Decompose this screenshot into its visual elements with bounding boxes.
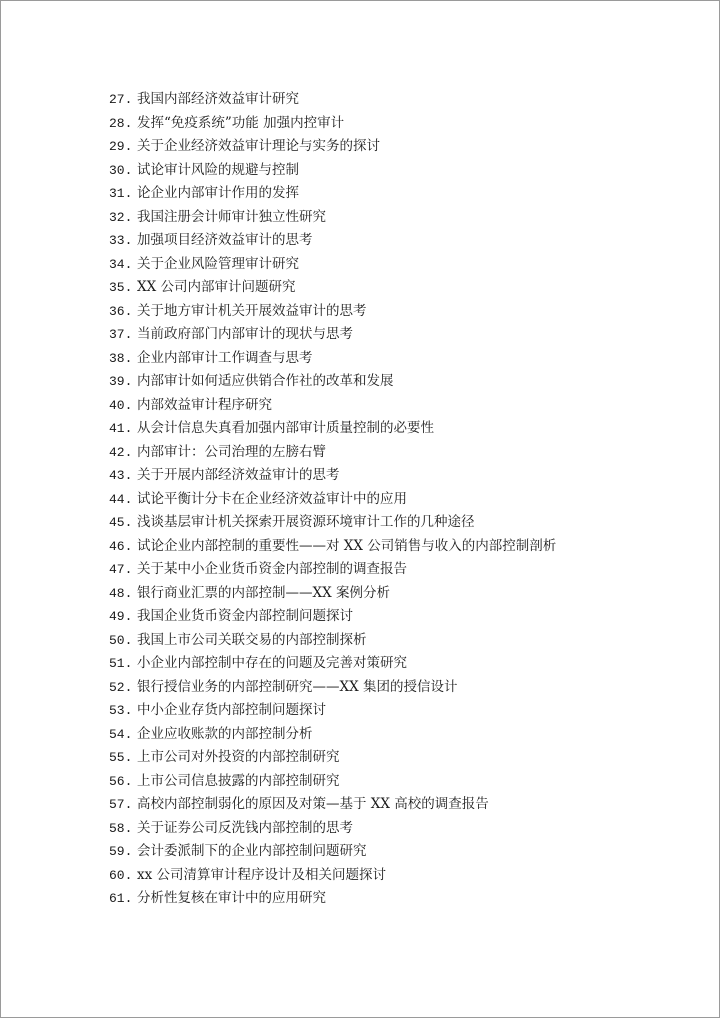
item-title: 浅谈基层审计机关探索开展资源环境审计工作的几种途径	[137, 514, 475, 530]
item-number: 48.	[109, 585, 133, 601]
item-number: 39.	[109, 374, 133, 389]
item-title: 我国注册会计师审计独立性研究	[137, 208, 326, 225]
item-title: 发挥“免疫系统”功能 加强内控审计	[137, 114, 345, 131]
list-item	[109, 135, 556, 159]
list-item	[109, 253, 556, 277]
item-title: 内部审计：公司治理的左膀右臂	[137, 443, 326, 460]
item-title: 小企业内部控制中存在的问题及完善对策研究	[137, 655, 407, 671]
item-title: 加强项目经济效益审计的思考	[137, 232, 313, 248]
list-item	[109, 582, 556, 606]
item-title: 上市公司对外投资的内部控制研究	[137, 749, 340, 765]
list-item	[109, 887, 556, 911]
item-title: 关于某中小企业货币资金内部控制的调查报告	[137, 561, 407, 577]
list-item	[109, 488, 556, 512]
list-item	[109, 112, 556, 136]
list-item	[109, 723, 556, 747]
item-number: 31.	[109, 186, 133, 201]
item-title: 试论平衡计分卡在企业经济效益审计中的应用	[137, 490, 407, 507]
list-item	[109, 159, 556, 183]
list-item	[109, 88, 556, 112]
item-number: 36.	[109, 303, 133, 319]
list-item	[109, 770, 556, 794]
item-title: 论企业内部审计作用的发挥	[137, 185, 299, 201]
list-item	[109, 699, 556, 723]
list-item	[109, 394, 556, 418]
item-number: 41.	[109, 421, 133, 436]
list-item	[109, 323, 556, 347]
item-number: 35.	[109, 280, 133, 295]
item-number: 37.	[109, 327, 133, 342]
item-number: 55.	[109, 750, 133, 765]
item-number: 43.	[109, 468, 133, 483]
list-item	[109, 840, 556, 864]
item-number: 33.	[109, 233, 133, 248]
list-item	[109, 370, 556, 394]
item-number: 47.	[109, 562, 133, 577]
item-title: 关于企业经济效益审计理论与实务的探讨	[137, 138, 380, 154]
list-item	[109, 652, 556, 676]
list-item	[109, 605, 556, 629]
item-number: 45.	[109, 515, 133, 530]
item-number: 56.	[109, 773, 133, 789]
item-title: 会计委派制下的企业内部控制问题研究	[137, 843, 367, 859]
item-number: 44.	[109, 491, 133, 507]
topic-list	[109, 88, 556, 911]
item-number: 53.	[109, 703, 133, 718]
item-title: 上市公司信息披露的内部控制研究	[137, 772, 340, 789]
item-number: 38.	[109, 350, 133, 366]
item-number: 54.	[109, 726, 133, 742]
item-title: 我国内部经济效益审计研究	[137, 91, 299, 107]
list-item	[109, 229, 556, 253]
item-number: 59.	[109, 844, 133, 859]
list-item	[109, 300, 556, 324]
item-title: 银行商业汇票的内部控制——XX 案例分析	[137, 584, 391, 601]
item-title: 试论审计风险的规避与控制	[137, 161, 299, 178]
item-number: 32.	[109, 209, 133, 225]
list-item	[109, 182, 556, 206]
item-title: 内部效益审计程序研究	[137, 396, 272, 413]
list-item	[109, 793, 556, 817]
item-number: 27.	[109, 92, 133, 107]
item-title: 分析性复核在审计中的应用研究	[137, 890, 326, 906]
item-number: 29.	[109, 139, 133, 154]
list-item	[109, 206, 556, 230]
list-item	[109, 347, 556, 371]
item-title: 企业应收账款的内部控制分析	[137, 725, 313, 742]
item-number: 34.	[109, 256, 133, 272]
list-item	[109, 746, 556, 770]
list-item	[109, 441, 556, 465]
item-title: 内部审计如何适应供销合作社的改革和发展	[137, 373, 394, 389]
item-title: 企业内部审计工作调查与思考	[137, 349, 313, 366]
list-item	[109, 276, 556, 300]
item-title: 银行授信业务的内部控制研究——XX 集团的授信设计	[137, 678, 458, 695]
list-item	[109, 817, 556, 841]
item-number: 61.	[109, 891, 133, 906]
list-item	[109, 629, 556, 653]
item-number: 51.	[109, 656, 133, 671]
item-number: 28.	[109, 115, 133, 131]
item-number: 52.	[109, 679, 133, 695]
item-title: XX 公司内部审计问题研究	[137, 279, 296, 295]
item-number: 49.	[109, 609, 133, 624]
item-title: 高校内部控制弱化的原因及对策—基于 XX 高校的调查报告	[137, 796, 489, 812]
item-title: xx 公司清算审计程序设计及相关问题探讨	[137, 866, 387, 883]
list-item	[109, 676, 556, 700]
list-item	[109, 558, 556, 582]
item-title: 关于企业风险管理审计研究	[137, 255, 299, 272]
item-number: 57.	[109, 797, 133, 812]
list-item	[109, 864, 556, 888]
item-title: 我国企业货币资金内部控制问题探讨	[137, 608, 353, 624]
item-number: 30.	[109, 162, 133, 178]
list-item	[109, 417, 556, 441]
item-title: 从会计信息失真看加强内部审计质量控制的必要性	[137, 420, 434, 436]
item-number: 40.	[109, 397, 133, 413]
list-item	[109, 511, 556, 535]
item-number: 42.	[109, 444, 133, 460]
item-number: 58.	[109, 820, 133, 836]
item-number: 46.	[109, 538, 133, 554]
item-number: 60.	[109, 867, 133, 883]
item-title: 关于证券公司反洗钱内部控制的思考	[137, 819, 353, 836]
list-item	[109, 464, 556, 488]
item-title: 试论企业内部控制的重要性——对 XX 公司销售与收入的内部控制剖析	[137, 537, 557, 554]
item-number: 50.	[109, 632, 133, 648]
item-title: 中小企业存货内部控制问题探讨	[137, 702, 326, 718]
item-title: 当前政府部门内部审计的现状与思考	[137, 326, 353, 342]
item-title: 关于开展内部经济效益审计的思考	[137, 467, 340, 483]
item-title: 关于地方审计机关开展效益审计的思考	[137, 302, 367, 319]
item-title: 我国上市公司关联交易的内部控制探析	[137, 631, 367, 648]
list-item	[109, 535, 556, 559]
